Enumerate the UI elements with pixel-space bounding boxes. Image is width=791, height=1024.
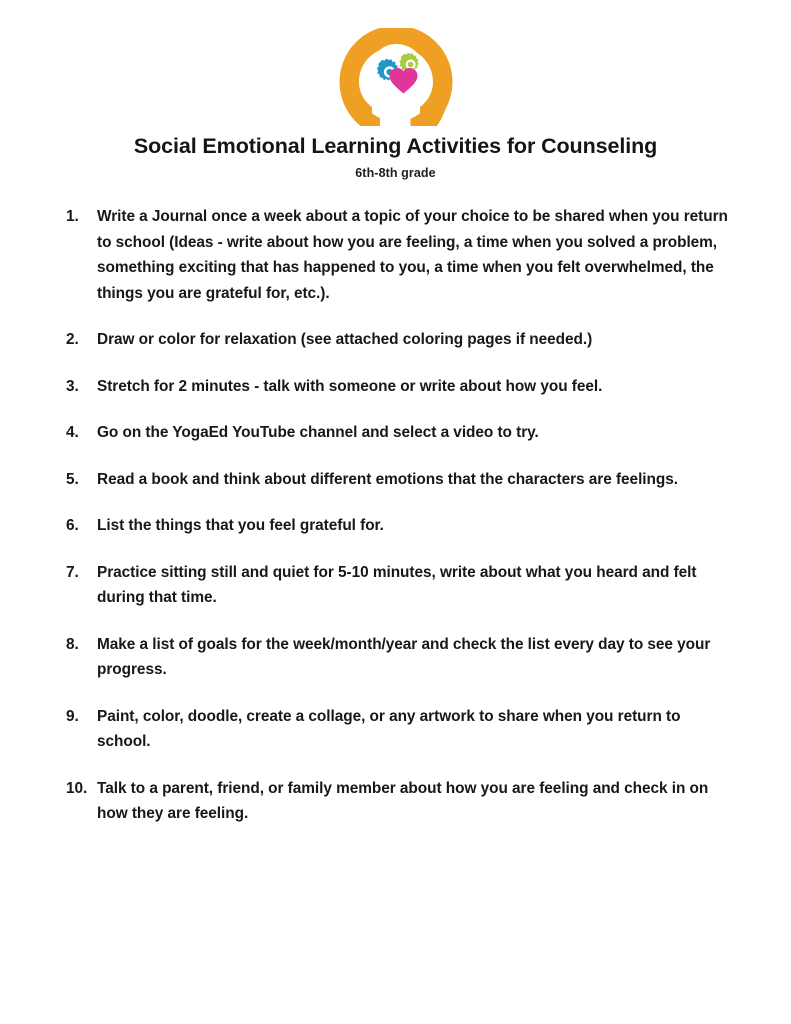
activity-text: Talk to a parent, friend, or family member about how you are feeling and check in on how they are feeling. <box>97 779 709 822</box>
head-with-gears-and-heart-icon <box>338 28 454 126</box>
activity-number: 1. <box>66 208 79 225</box>
activity-number: 3. <box>66 377 79 395</box>
title-block <box>0 134 791 180</box>
activity-text: Go on the YogaEd YouTube channel and select a video to try. <box>97 424 539 441</box>
activity-item <box>66 374 728 400</box>
activity-text: List the things that you feel grateful for. <box>97 517 384 534</box>
activity-text: Write a Journal once a week about a topic of your choice to be shared when you return to school (Ideas - write about how you are feeling, a time when you solved a problem, something exciting that has happened to you, a time when you felt overwhelmed, the things you are grateful for, etc.). <box>97 208 728 302</box>
activity-text: Paint, color, doodle, create a collage, or any artwork to share when you return to school. <box>97 707 681 750</box>
page-subtitle: 6th-8th grade <box>355 165 436 180</box>
page-title: Social Emotional Learning Activities for Counseling <box>133 134 658 158</box>
activity-item <box>66 467 728 493</box>
activity-number: 2. <box>66 331 79 348</box>
activity-number: 8. <box>66 635 79 653</box>
activity-item <box>66 776 728 827</box>
activity-item <box>66 327 728 353</box>
activity-number: 5. <box>66 470 79 488</box>
activity-number: 7. <box>66 563 79 581</box>
activity-number: 4. <box>66 424 79 441</box>
logo-container <box>0 28 791 126</box>
activity-number: 6. <box>66 517 79 534</box>
activity-item <box>66 513 728 539</box>
activity-item <box>66 204 728 306</box>
activity-item <box>66 420 728 446</box>
activity-number: 9. <box>66 707 79 725</box>
activity-list <box>66 204 728 827</box>
activity-text: Draw or color for relaxation (see attached coloring pages if needed.) <box>97 331 593 348</box>
activity-item <box>66 632 728 683</box>
activity-item <box>66 560 728 611</box>
activity-text: Make a list of goals for the week/month/year and check the list every day to see your progress. <box>97 635 711 678</box>
activity-text: Practice sitting still and quiet for 5-10 minutes, write about what you heard and felt during that time. <box>97 563 697 606</box>
activity-item <box>66 704 728 755</box>
activity-text: Read a book and think about different emotions that the characters are feelings. <box>97 470 678 488</box>
activity-text: Stretch for 2 minutes - talk with someone or write about how you feel. <box>97 377 603 395</box>
activity-number: 10. <box>66 779 88 797</box>
